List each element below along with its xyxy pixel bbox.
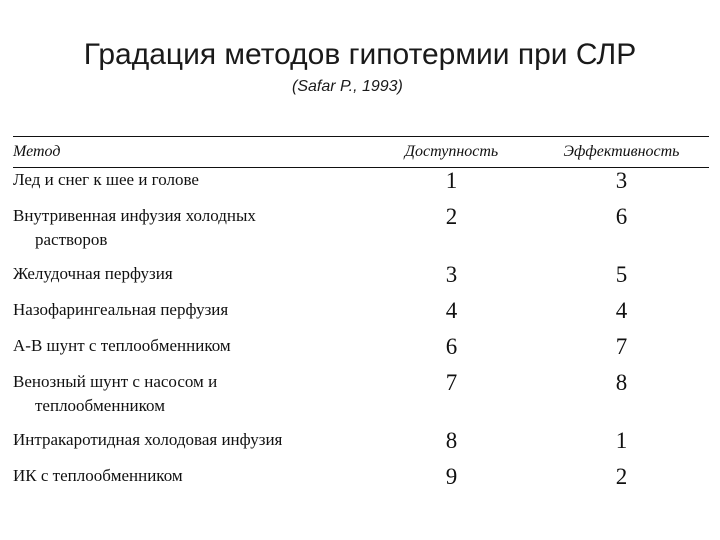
- method-cell: [13, 334, 369, 370]
- method-cell: [13, 370, 369, 428]
- availability-cell: 1: [445, 168, 458, 193]
- availability-cell: 2: [445, 204, 458, 229]
- table-header: [13, 137, 709, 168]
- table-row: [13, 464, 709, 500]
- table-row: [13, 168, 709, 205]
- effectiveness-cell: 8: [615, 370, 628, 395]
- method-name-continuation: теплообменником: [35, 396, 165, 415]
- effectiveness-cell: 2: [615, 464, 628, 489]
- availability-cell: 9: [445, 464, 458, 489]
- table-row: [13, 204, 709, 262]
- method-name: ИК с теплообменником: [13, 466, 183, 485]
- method-cell: [13, 168, 369, 205]
- method-cell: [13, 262, 369, 298]
- method-name: Назофарингеальная перфузия: [13, 300, 229, 319]
- page-subtitle: (Safar P., 1993): [292, 78, 403, 95]
- method-name: А-В шунт с теплообменником: [13, 336, 231, 355]
- effectiveness-cell: 6: [615, 204, 628, 229]
- header-effectiveness: Эффективность: [534, 137, 709, 168]
- effectiveness-cell: 7: [615, 334, 628, 359]
- table-row: [13, 334, 709, 370]
- method-name: Внутривенная инфузия холодных: [13, 206, 256, 225]
- table-body: [13, 168, 709, 501]
- availability-cell: 6: [445, 334, 458, 359]
- table-header-row: [13, 137, 709, 168]
- method-cell: [13, 204, 369, 262]
- page-title: Градация методов гипотермии при СЛР: [83, 38, 637, 71]
- table-row: [13, 298, 709, 334]
- effectiveness-cell: 3: [615, 168, 628, 193]
- method-name: Желудочная перфузия: [13, 264, 173, 283]
- method-name: Лед и снег к шее и голове: [13, 170, 199, 189]
- effectiveness-cell: 1: [615, 428, 628, 453]
- effectiveness-cell: 5: [615, 262, 628, 287]
- method-name: Интракаротидная холодовая инфузия: [13, 430, 283, 449]
- method-cell: [13, 428, 369, 464]
- table-row: [13, 262, 709, 298]
- header-availability: Доступность: [369, 137, 534, 168]
- method-name-continuation: растворов: [35, 230, 108, 249]
- method-cell: [13, 464, 369, 500]
- method-name: Венозный шунт с насосом и: [13, 372, 218, 391]
- availability-cell: 8: [445, 428, 458, 453]
- methods-table: [13, 136, 709, 500]
- effectiveness-cell: 4: [615, 298, 628, 323]
- header-method: Метод: [13, 137, 369, 168]
- availability-cell: 7: [445, 370, 458, 395]
- table-row: [13, 370, 709, 428]
- table-row: [13, 428, 709, 464]
- availability-cell: 4: [445, 298, 458, 323]
- method-cell: [13, 298, 369, 334]
- availability-cell: 3: [445, 262, 458, 287]
